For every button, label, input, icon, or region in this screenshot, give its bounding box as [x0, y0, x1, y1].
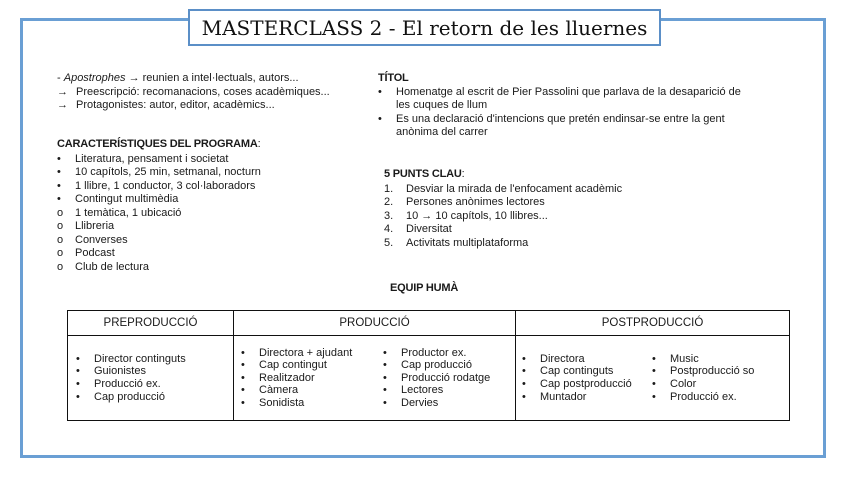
bullet-icon: •: [522, 365, 526, 378]
circle-icon: o: [57, 206, 64, 219]
bullet-icon: •: [241, 396, 245, 409]
list-item: 5. Activitats multiplataforma: [384, 236, 529, 249]
list-item: • Color: [652, 378, 697, 390]
bullet-icon: •: [383, 396, 387, 409]
list-item: o Podcast: [57, 247, 115, 259]
caracteristiques-heading: CARACTERÍSTIQUES DEL PROGRAMA:: [57, 138, 261, 150]
list-item: o Llibreria: [57, 220, 115, 232]
titol-section: [378, 72, 741, 140]
bullet-icon: •: [57, 193, 61, 205]
list-item: • 1 llibre, 1 conductor, 3 col·laboradors: [57, 179, 256, 192]
bullet-icon: •: [383, 346, 387, 359]
bullet-icon: •: [241, 371, 245, 384]
bullet-icon: •: [241, 359, 245, 372]
list-item: • Muntador: [522, 390, 587, 403]
list-item: • Literatura, pensament i societat: [57, 152, 229, 165]
title-text: MASTERCLASS 2 - El retorn de les lluernes: [201, 15, 648, 40]
list-item: • Director continguts: [76, 352, 186, 365]
apostrophes-desc: → reunien a intel·lectuals, autors...: [128, 72, 299, 84]
bullet-icon: •: [652, 390, 656, 403]
titol-heading: TÍTOL: [378, 72, 409, 84]
arrow-icon: →: [57, 99, 68, 111]
bullet-icon: •: [76, 352, 80, 365]
column-header-produccio: PRODUCCIÓ: [234, 311, 516, 336]
list-item: • Guionistes: [76, 365, 146, 378]
page-title: [188, 9, 661, 46]
list-item: • Realitzador: [241, 371, 315, 384]
list-item: • Cap continguts: [522, 365, 614, 378]
bullet-icon: •: [57, 166, 61, 178]
caracteristiques-section: [57, 138, 261, 274]
list-item: 1. Desviar la mirada de l'enfocament acadèmic: [384, 182, 623, 195]
bullet-icon: •: [383, 384, 387, 397]
list-item: • Producció ex.: [76, 378, 161, 390]
list-item: → Protagonistes: autor, editor, acadèmics...: [57, 99, 275, 111]
list-item: o Converses: [57, 233, 128, 246]
bullet-icon: •: [383, 359, 387, 372]
intro-block: [57, 72, 330, 113]
list-item: o 1 temàtica, 1 ubicació: [57, 206, 182, 219]
list-item: • Postproducció so: [652, 365, 755, 378]
bullet-icon: •: [76, 365, 80, 378]
list-item: → Preescripció: recomanacions, coses acadèmiques...: [57, 85, 330, 98]
list-item: • Cap postproducció: [522, 378, 632, 390]
list-item: • Directora + ajudant: [241, 346, 353, 359]
bullet-icon: •: [522, 390, 526, 403]
bullet-icon: •: [241, 346, 245, 359]
list-item: 3. 10 → 10 capítols, 10 llibres...: [384, 209, 548, 222]
list-item: • Homenatge al escrit de Pier Passolini que parlava de la desaparició de les cuques de llum: [378, 85, 741, 111]
bullet-icon: •: [522, 352, 526, 365]
bullet-icon: •: [76, 378, 80, 390]
list-item: • Producció ex.: [652, 390, 737, 403]
bullet-icon: •: [57, 179, 61, 192]
bullet-icon: •: [383, 371, 387, 384]
bullet-icon: •: [57, 152, 61, 165]
list-item: • Directora: [522, 352, 585, 365]
intro-line: - Apostrophes → reunien a intel·lectuals, autors...: [57, 72, 299, 84]
circle-icon: o: [57, 260, 64, 273]
team-table: [67, 310, 790, 421]
bullet-icon: •: [76, 390, 80, 403]
cell-preproduccio: [68, 336, 234, 421]
bullet-icon: •: [652, 378, 656, 390]
bullet-icon: •: [378, 85, 382, 98]
list-item: • Cap producció: [383, 359, 472, 372]
cell-postproduccio: [516, 336, 790, 421]
list-item: o Club de lectura: [57, 260, 149, 273]
list-item: • Contingut multimèdia: [57, 193, 179, 205]
punts-clau-heading: 5 PUNTS CLAU:: [384, 168, 465, 180]
circle-icon: o: [57, 220, 64, 232]
cell-produccio: [234, 336, 516, 421]
circle-icon: o: [57, 247, 64, 259]
list-item: 2. Persones anònimes lectores: [384, 196, 545, 208]
circle-icon: o: [57, 233, 64, 246]
list-item: • Dervies: [383, 396, 439, 409]
list-item: • Productor ex.: [383, 346, 467, 359]
list-item: • Producció rodatge: [383, 371, 491, 384]
table-header-row: [68, 311, 790, 336]
list-item: 4. Diversitat: [384, 223, 452, 235]
apostrophes-name: Apostrophes: [63, 72, 126, 84]
list-item: • Sonidista: [241, 396, 305, 409]
bullet-icon: •: [378, 112, 382, 125]
column-header-postproduccio: POSTPRODUCCIÓ: [516, 311, 790, 336]
bullet-icon: •: [652, 365, 656, 378]
arrow-icon: →: [57, 85, 68, 98]
bullet-icon: •: [241, 384, 245, 397]
list-item: • Càmera: [241, 384, 299, 397]
list-item: • 10 capítols, 25 min, setmanal, nocturn: [57, 166, 261, 178]
list-item: • Music: [652, 352, 699, 365]
list-item: • Cap producció: [76, 390, 165, 403]
equip-heading: EQUIP HUMÀ: [390, 282, 459, 294]
bullet-icon: •: [522, 378, 526, 390]
list-item: • Lectores: [383, 384, 444, 397]
table-row: [68, 336, 790, 421]
list-item: • Es una declaració d'intencions que pretén endinsar-se entre la gent anònima del carrer: [378, 112, 725, 138]
punts-clau-section: [384, 168, 622, 250]
list-item: • Cap contingut: [241, 359, 327, 372]
column-header-preproduccio: PREPRODUCCIÓ: [68, 311, 234, 336]
bullet-icon: •: [652, 352, 656, 365]
